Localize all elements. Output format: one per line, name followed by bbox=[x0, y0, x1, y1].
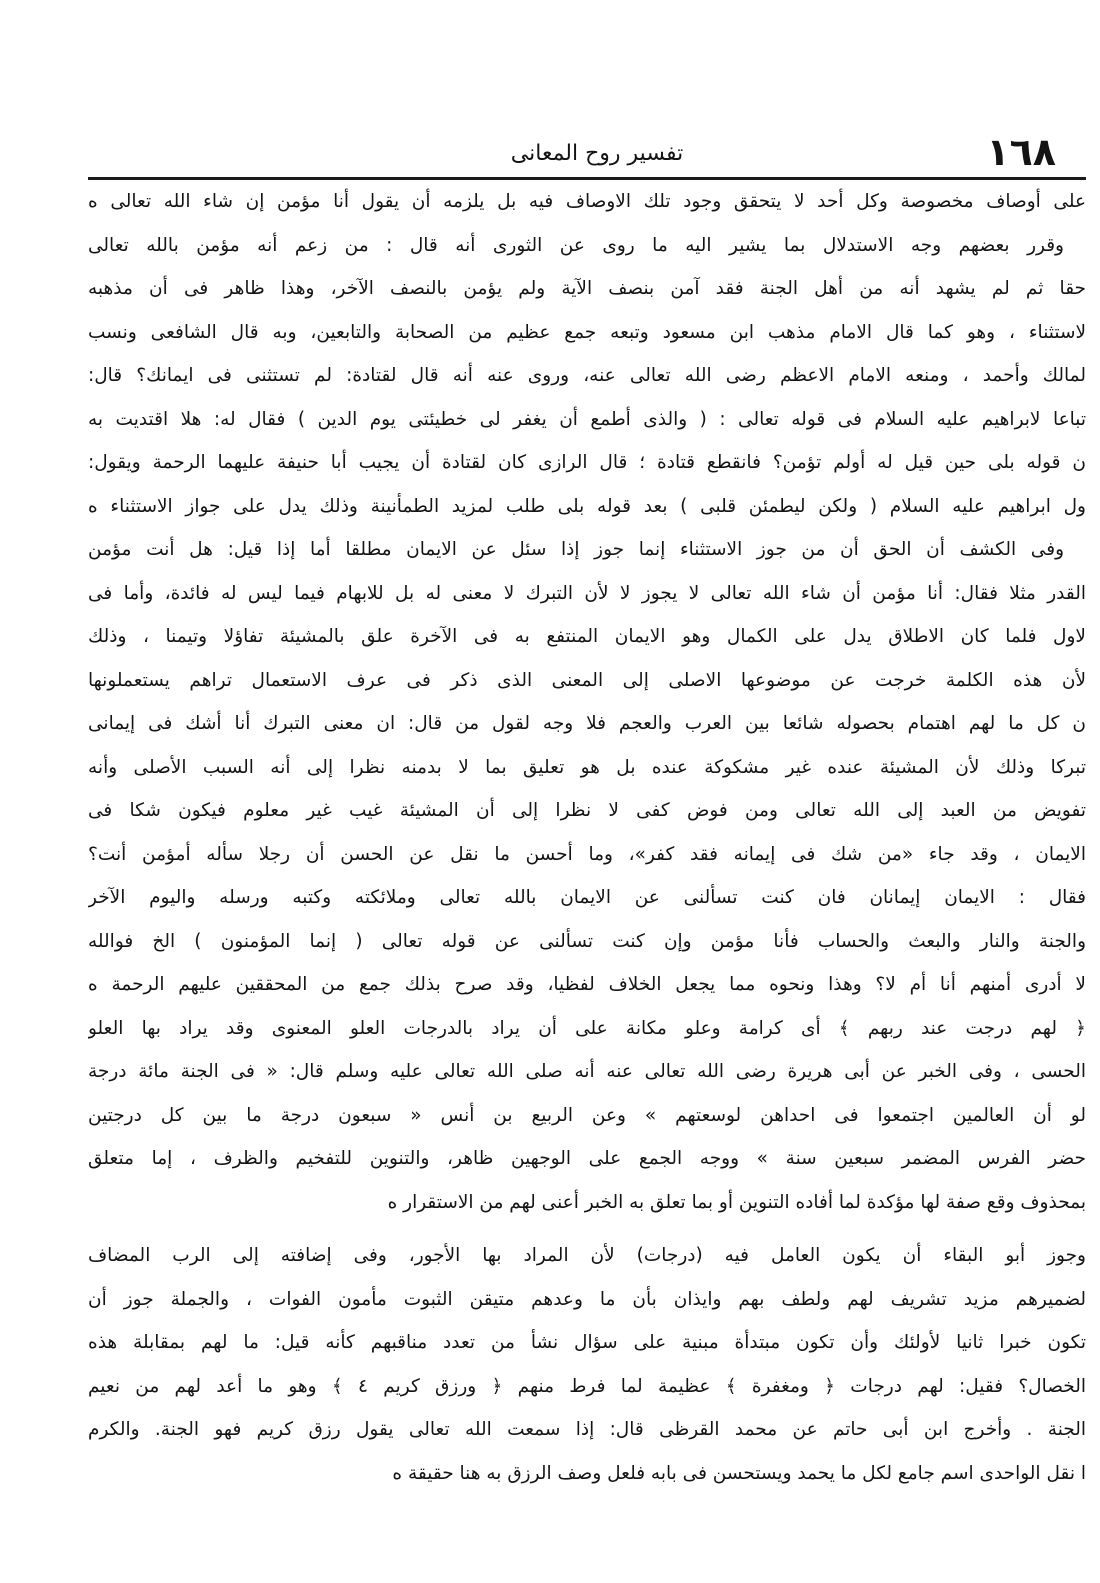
text-line: وفى الكشف أن الحق أن من جوز الاستثناء إنما جوز إذا سئل عن الايمان مطلقا أما إذا قيل: هل أنت مؤمن bbox=[88, 539, 1064, 560]
text-line: الخصال؟ فقيل: لهم درجات ﴿ ومغفرة ﴾ عظيمة لما فرط منهم ﴿ ورزق كريم ٤ ﴾ وهو ما أعد لهم من نعيم bbox=[88, 1375, 1086, 1397]
text-line: حقا ثم لم يشهد أنه من أهل الجنة فقد آمن بنصف الآية ولم يؤمن بالنصف الآخر، وهذا ظاهر فى أن مذهبه bbox=[88, 278, 1086, 299]
body-text bbox=[88, 180, 1086, 1495]
text-line: على أوصاف مخصوصة وكل أحد لا يتحقق وجود تلك الاوصاف فيه بل يلزمه أن يقول أنا مؤمن إن شاء الله تعالى ه bbox=[88, 191, 1086, 212]
page-number: ١٦٨ bbox=[986, 130, 1056, 174]
text-line: ا نقل الواحدى اسم جامع لكل ما يحمد ويستحسن فى بابه فلعل وصف الرزق به هنا حقيقة ه bbox=[392, 1462, 1086, 1484]
text-line: لاستثناء ، وهو كما قال الامام مذهب ابن مسعود وتبعه جمع عظيم من الصحابة والتابعين، وبه قال الشافعى ونسب bbox=[88, 321, 1086, 343]
page-header bbox=[88, 128, 1086, 176]
text-line: القدر مثلا فقال: أنا مؤمن أن شاء الله تعالى لا يجوز لا لأن التبرك لا معنى له بل للابهام فيما ليس له فائدة، وأما فى bbox=[88, 582, 1086, 604]
text-line: والجنة والنار والبعث والحساب فأنا مؤمن وإن كنت تسألنى عن قوله تعالى ( إنما المؤمنون ) الخ فوالله bbox=[88, 930, 1086, 952]
text-line: ن قوله بلى حين قيل له أولم تؤمن؟ فانقطع قتادة ؛ قال الرازى كان لقتادة أن يجيب أبا حنيفة عليهما الرحمة ويقول: bbox=[88, 452, 1086, 473]
text-line: وقرر بعضهم وجه الاستدلال بما يشير اليه ما روى عن الثورى أنه قال : من زعم أنه مؤمن بالله تعالى bbox=[88, 234, 1064, 256]
text-line: ن كل ما لهم اهتمام بحصوله شائعا بين العرب والعجم فلا وجه لقول من قال: ان معنى التبرك أنا أشك فى إيمانى bbox=[88, 713, 1086, 734]
text-line: لا أدرى أمنهم أنا أم لا؟ وهذا ونحوه مما يجعل الخلاف لفظيا، وقد صرح بذلك جمع من المحققين عليهم الرحمة ه bbox=[88, 974, 1086, 995]
text-line: ﴿ لهم درجت عند ربهم ﴾ أى كرامة وعلو مكانة على أن يراد بالدرجات العلو المعنوى وقد يراد بها العلو bbox=[88, 1017, 1086, 1039]
text-line: تباعا لابراهيم عليه السلام فى قوله تعالى : ( والذى أطمع أن يغفر لى خطيئتى يوم الدين ) فقال له: هلا اقتديت به bbox=[88, 408, 1086, 430]
text-line: لاول فلما كان الاطلاق يدل على الكمال وهو الايمان المنتفع به فى الآخرة علق بالمشيئة تفاؤلا وتيمنا ، وذلك bbox=[88, 626, 1086, 647]
text-line: لمالك وأحمد ، ومنعه الامام الاعظم رضى الله تعالى عنه، وروى عنه أنه قال لقتادة: لم تستثنى فى ايمانك؟ قال: bbox=[88, 365, 1086, 386]
text-line: حضر الفرس المضمر سبعين سنة » ووجه الجمع على الوجهين ظاهر، والتنوين للتفخيم والظرف ، إما متعلق bbox=[88, 1148, 1086, 1169]
text-line: الايمان ، وقد جاء «من شك فى إيمانه فقد كفر»، وما أحسن ما نقل عن الحسن أن رجلا سأله أمؤمن أنت؟ bbox=[88, 843, 1086, 865]
text-line: لو أن العالمين اجتمعوا فى احداهن لوسعتهم » وعن الربيع بن أنس « سبعون درجة ما بين كل درجتين bbox=[88, 1104, 1086, 1126]
text-line: تكون خبرا ثانيا لأولئك وأن تكون مبتدأة مبنية على سؤال نشأ من تعدد مناقبهم كأنه قيل: ما لهم بمقابلة هذه bbox=[88, 1332, 1086, 1353]
text-line: بمحذوف وقع صفة لها مؤكدة لما أفاده التنوين أو بما تعلق به الخبر أعنى لهم من الاستقرار ه bbox=[387, 1191, 1086, 1213]
text-line: لضميرهم مزيد تشريف لهم ولطف بهم وايذان بأن ما وعدهم متيقن الثبوت مأمون الفوات ، والجملة جوز أن bbox=[88, 1288, 1086, 1310]
running-title: تفسير روح المعانى bbox=[510, 141, 684, 166]
text-line: تبركا وذلك لأن المشيئة عنده غير مشكوكة عنده بل هو تعليق بما لا بدمنه نظرا إلى أنه السبب الأصلى وأنه bbox=[88, 756, 1086, 778]
text-line: الجنة . وأخرج ابن أبى حاتم عن محمد القرظى قال: إذا سمعت الله تعالى يقول رزق كريم فهو الجنة. والكرم bbox=[88, 1419, 1086, 1440]
text-line: وجوز أبو البقاء أن يكون العامل فيه (درجات) لأن المراد بها الأجور، وفى إضافته إلى الرب المضاف bbox=[88, 1245, 1086, 1266]
text-line: فقال : الايمان إيمانان فان كنت تسألنى عن الايمان بالله تعالى وملائكته وكتبه ورسله واليوم الآخر bbox=[88, 887, 1086, 908]
text-line: لأن هذه الكلمة خرجت عن موضوعها الاصلى إلى المعنى الذى ذكر فى عرف الاستعمال تراهم يستعملونها bbox=[88, 669, 1086, 691]
text-line: ول ابراهيم عليه السلام ( ولكن ليطمئن قلبى ) بعد قوله بلى طلب لمزيد الطمأنينة وذلك يدل على جواز الاستثناء ه bbox=[88, 495, 1086, 517]
text-line: الحسى ، وفى الخبر عن أبى هريرة رضى الله تعالى عنه أنه صلى الله تعالى عليه وسلم قال: « فى الجنة مائة درجة bbox=[88, 1061, 1086, 1082]
text-line: تفويض من العبد إلى الله تعالى ومن فوض كفى لا نظرا إلى أن المشيئة غيب غير معلوم فيكون شكا فى bbox=[88, 800, 1086, 821]
